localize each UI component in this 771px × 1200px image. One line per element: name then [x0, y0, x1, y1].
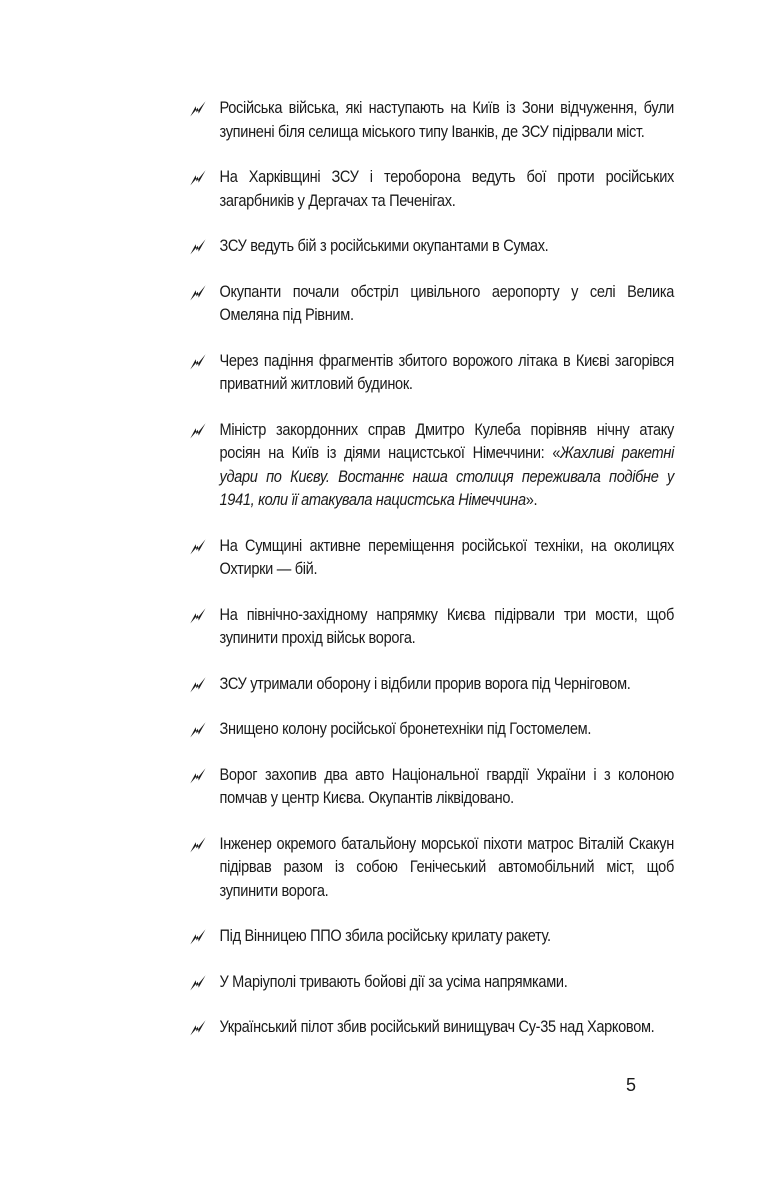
news-entry [188, 971, 674, 995]
lightning-bolt-icon [188, 1019, 208, 1037]
news-entry-lead: Інженер окремого батальйону морської піхоти матрос Віталій Скакун підірвав разом із собою Генічеський автомобільний міст, щоб зупинити ворога. [219, 834, 674, 900]
news-entry-lead: Російська війська, які наступають на Київ із Зони відчуження, були зупинені біля селища міського типу Іванків, де ЗСУ підірвали міст. [219, 99, 674, 141]
news-entry-lead: У Маріуполі тривають бойові дії за усіма напрямками. [219, 972, 568, 991]
news-entry-text [220, 166, 675, 213]
lightning-bolt-icon [188, 836, 208, 854]
news-entry-quote: Жахливі ракетні удари по Києву. Востаннє наша столиця переживала подібне у 1941, коли її атакувала нацистська Німеччина [219, 444, 674, 509]
news-entry-text [220, 833, 675, 904]
news-entry [188, 833, 674, 904]
lightning-bolt-icon [188, 100, 208, 118]
news-entry-lead: На північно-західному напрямку Києва підірвали три мости, щоб зупинити прохід військ ворога. [219, 605, 674, 647]
news-entry-text [220, 1016, 675, 1040]
lightning-bolt-icon [188, 422, 208, 440]
news-entry [188, 97, 674, 144]
news-entry [188, 419, 674, 513]
news-entry-text [220, 235, 675, 259]
news-entry-lead: Знищено колону російської бронетехніки під Гостомелем. [219, 720, 592, 738]
news-entry-text [220, 604, 675, 651]
news-entry-lead: Ворог захопив два авто Національної гвардії України і з колоною помчав у центр Києва. Окупантів ліквідовано. [219, 765, 674, 807]
news-entry-lead: Під Вінницею ППО збила російську крилату ракету. [219, 927, 551, 945]
lightning-bolt-icon [188, 284, 208, 302]
news-entry-list [188, 97, 674, 1062]
news-entry [188, 535, 674, 582]
news-entry [188, 604, 674, 651]
news-entry-lead: Окупанти почали обстріл цивільного аеропорту у селі Велика Омеляна під Рівним. [219, 282, 674, 324]
news-entry [188, 764, 674, 811]
news-entry-text [220, 535, 675, 582]
news-entry-text [220, 350, 675, 397]
news-entry-lead: Український пілот збив російський винищувач Су-35 над Харковом. [219, 1018, 655, 1036]
lightning-bolt-icon [188, 974, 208, 992]
lightning-bolt-icon [188, 538, 208, 556]
news-entry-text [220, 925, 675, 949]
news-entry [188, 1016, 674, 1040]
lightning-bolt-icon [188, 238, 208, 256]
news-entry-text [220, 419, 675, 513]
news-entry [188, 166, 674, 213]
news-entry [188, 718, 674, 742]
news-entry [188, 350, 674, 397]
news-entry-lead: На Харківщині ЗСУ і тероборона ведуть бої проти російських загарбників у Дергачах та Печенігах. [219, 168, 674, 210]
news-entry-text [220, 673, 675, 697]
lightning-bolt-icon [188, 353, 208, 371]
news-entry-lead: ЗСУ утримали оборону і відбили прорив ворога під Черніговом. [219, 674, 631, 693]
news-entry [188, 925, 674, 949]
news-entry-lead: Міністр закордонних справ Дмитро Кулеба порівняв нічну атаку росіян на Київ із діями нацистської Німеччини: « [219, 420, 674, 462]
news-entry-text [220, 281, 675, 328]
lightning-bolt-icon [188, 721, 208, 739]
news-entry-lead: ЗСУ ведуть бій з російськими окупантами в Сумах. [219, 237, 549, 255]
lightning-bolt-icon [188, 169, 208, 187]
news-entry [188, 235, 674, 259]
news-entry [188, 281, 674, 328]
news-entry [188, 673, 674, 697]
news-entry-text [220, 971, 675, 995]
news-entry-tail: ». [525, 491, 538, 509]
news-entry-text [220, 764, 675, 811]
news-entry-lead: Через падіння фрагментів збитого ворожого літака в Києві загорівся приватний житловий будинок. [219, 351, 674, 393]
lightning-bolt-icon [188, 767, 208, 785]
page-number: 5 [626, 1075, 637, 1095]
lightning-bolt-icon [188, 607, 208, 625]
news-entry-text [220, 718, 675, 742]
news-entry-text [220, 97, 675, 144]
lightning-bolt-icon [188, 676, 208, 694]
news-entry-lead: На Сумщині активне переміщення російської техніки, на околицях Охтирки — бій. [219, 536, 674, 578]
lightning-bolt-icon [188, 928, 208, 946]
